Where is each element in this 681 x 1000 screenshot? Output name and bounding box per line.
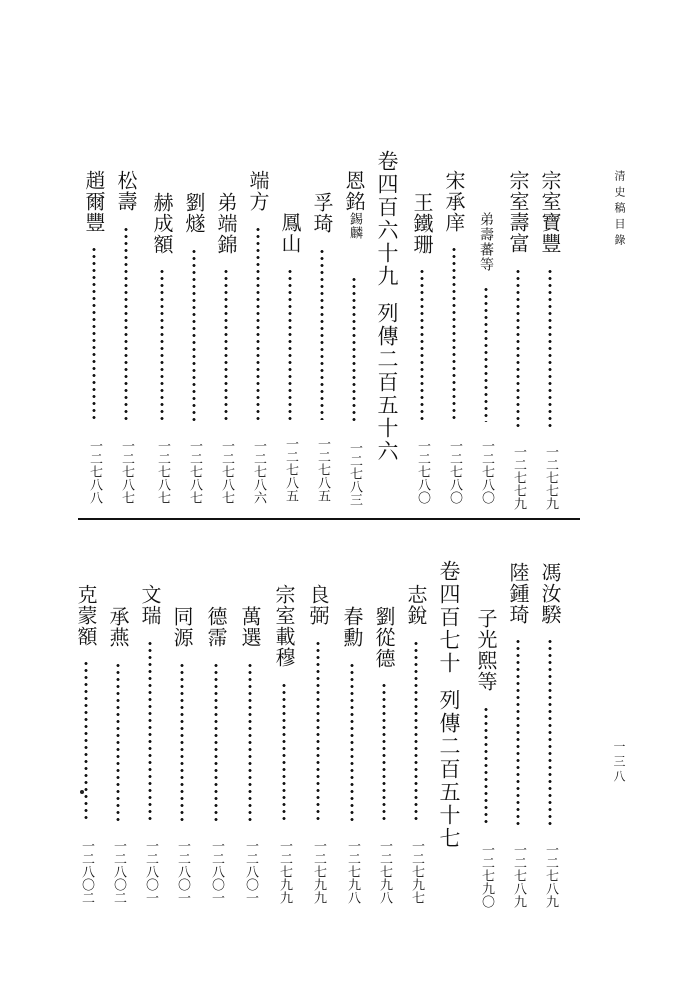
dot-leader [547,638,553,826]
toc-entry [138,584,162,904]
entry-page: 一二七九八 [377,839,392,904]
dot-leader [515,268,521,428]
entry-page: 一二七九〇 [479,843,494,908]
toc-entry [82,170,106,504]
entry-page: 一二七八九 [511,843,526,908]
entry-name: 松壽 [114,170,138,212]
toc-entry [538,170,562,510]
running-header: 清史稿目錄 [613,170,626,250]
juan-title: 卷四百六十九 [375,150,399,288]
entry-name: 馮汝騤 [538,562,562,625]
entry-page: 一二七八〇 [479,439,494,504]
entry-name: 鳳山 [278,212,302,254]
entry-page: 一二七八九 [543,843,558,908]
section-heading [376,150,397,463]
dot-leader [191,248,197,422]
entry-name-main: 子光熙等 [474,608,498,692]
entry-name: 同源 [170,606,194,648]
entry-name: 宗室壽富 [506,170,530,254]
entry-name: 志銳 [404,584,428,626]
entry-page: 一二七八〇 [415,439,430,504]
entry-page: 一二八〇一 [175,839,190,904]
entry-name: 克蒙額 [74,584,98,647]
toc-entry [246,170,270,504]
toc-entry [474,212,498,504]
dot-leader [147,640,153,822]
entry-page: 一二七八七 [155,439,170,504]
toc-entry [74,584,98,904]
toc-entry [214,192,238,504]
dot-leader [115,662,121,822]
dot-leader [547,268,553,428]
toc-entry [170,606,194,904]
toc-entry [238,606,262,904]
entry-name: 德霈 [204,606,228,648]
entry-name [342,170,366,240]
dot-leader [255,226,261,422]
dot-leader [223,268,229,422]
dot-leader [315,640,321,822]
entry-page: 一二七九八 [345,839,360,904]
toc-entry [506,170,530,510]
entry-name: 承燕 [106,606,130,648]
entry-page: 一二七九九 [311,839,326,904]
entry-page: 一二七八三 [347,441,362,506]
toc-entry [340,606,364,904]
toc-entry [342,170,366,506]
dot-leader [281,682,287,822]
juan-title: 卷四百七十 [437,560,461,675]
entry-name: 宗室寶豐 [538,170,562,254]
entry-name: 春勳 [340,606,364,648]
dot-leader [159,268,165,422]
entry-name: 王鐵珊 [410,192,434,255]
entry-page: 一二七七九 [511,445,526,510]
stray-ink-mark [80,790,84,794]
entry-page: 一二七九七 [409,839,424,904]
toc-entry [410,192,434,504]
toc-entry [306,584,330,904]
entry-name: 弟端錦 [214,192,238,255]
page-number: 一三八 [612,740,626,785]
entry-page: 一二七八五 [283,437,298,502]
toc-entry [272,584,296,904]
dot-leader [419,268,425,422]
dot-leader [351,276,357,424]
entry-page: 一二八〇一 [209,839,224,904]
toc-entry [182,192,206,504]
dot-leader [483,286,489,422]
entry-name: 宋承庠 [442,170,466,233]
entry-name: 萬選 [238,606,262,648]
dot-leader [123,226,129,422]
entry-name: 劉從德 [372,606,396,669]
entry-name: 孚琦 [310,192,334,234]
toc-entry [442,170,466,504]
entry-name: 文瑞 [138,584,162,626]
entry-name: 赫成額 [150,192,174,255]
entry-page: 一二七八六 [251,439,266,504]
entry-name: 端方 [246,170,270,212]
liezhuan-title: 列傳二百五十七 [437,689,461,850]
toc-entry [106,606,130,904]
dot-leader [179,662,185,822]
dot-leader [319,248,325,420]
entry-page: 一二八〇二 [79,839,94,904]
entry-page: 一二八〇二 [111,839,126,904]
entry-name: 良弼 [306,584,330,626]
toc-entry [404,584,428,904]
toc-entry [278,212,302,502]
entry-page: 一二七八五 [315,437,330,502]
section-heading [438,560,459,850]
toc-entry [538,562,562,908]
dot-leader [247,662,253,822]
entry-note: 錫麟 [347,212,362,240]
entry-name [474,608,498,692]
dot-leader [451,246,457,422]
entry-page: 一二七八七 [219,439,234,504]
toc-entry [114,170,138,504]
toc-entry [506,562,530,908]
dot-leader [91,246,97,422]
entry-page: 一二八〇一 [143,839,158,904]
entry-page: 一二八〇一 [243,839,258,904]
entry-page: 一二七九九 [277,839,292,904]
entry-page: 一二七八七 [119,439,134,504]
toc-entry [310,192,334,502]
entry-name: 趙爾豐 [82,170,106,233]
toc-entry [474,608,498,908]
toc-entry [150,192,174,504]
dot-leader [213,662,219,822]
entry-name: 宗室載穆 [272,584,296,668]
entry-page: 一二七八八 [87,439,102,504]
dot-leader [515,638,521,826]
entry-page: 一二七八〇 [447,439,462,504]
entry-name: 劉燧 [182,192,206,234]
dot-leader [413,640,419,822]
entry-name-main: 恩銘 [342,170,366,212]
dot-leader [483,706,489,826]
entry-page: 一二七八七 [187,439,202,504]
dot-leader [381,682,387,822]
dot-leader [349,662,355,822]
entry-name: 陸鍾琦 [506,562,530,625]
dot-leader [83,660,89,822]
dot-leader [287,268,293,420]
entry-page: 一二七七九 [543,445,558,510]
section-divider [78,518,580,520]
liezhuan-title: 列傳二百五十六 [375,302,399,463]
toc-entry [372,606,396,904]
entry-name: 弟壽蕃等 [478,212,494,272]
toc-entry [204,606,228,904]
